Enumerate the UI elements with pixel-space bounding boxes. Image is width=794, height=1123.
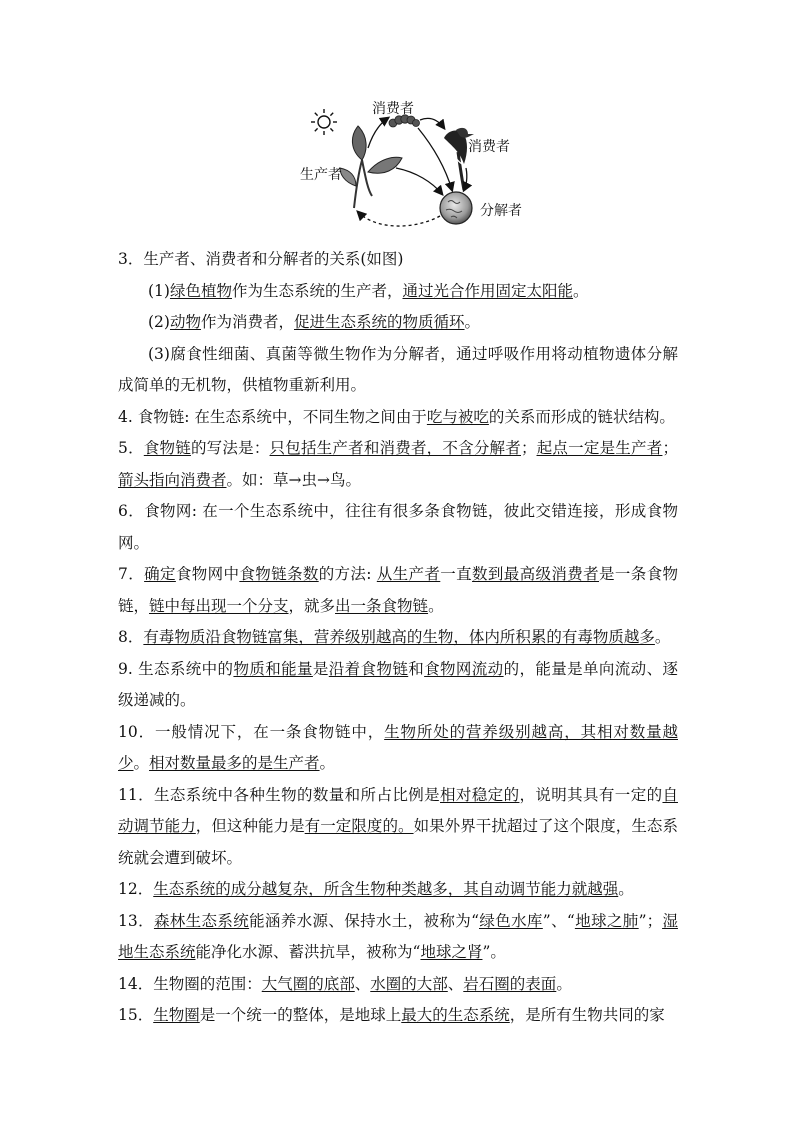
item-3-3: (3)腐食性细菌、真菌等微生物作为分解者，通过呼吸作用将动植物遗体分解成简单的无机物，供植物重新利用。 bbox=[118, 344, 678, 394]
item-11: 11．生态系统中各种生物的数量和所占比例是相对稳定的，说明其具有一定的自动调节能力，但这种能力是有一定限度的。如果外界干扰超过了这个限度，生态系统就会遭到破坏。 bbox=[118, 785, 678, 867]
item-3-1: (1)绿色植物作为生态系统的生产者，通过光合作用固定太阳能。 bbox=[148, 281, 589, 300]
label-decomposer: 分解者 bbox=[480, 203, 522, 219]
notes-body bbox=[118, 244, 678, 1032]
item-15: 15．生物圈是一个统一的整体，是地球上最大的生态系统，是所有生物共同的家 bbox=[118, 1006, 665, 1024]
item-7: 7．确定食物网中食物链条数的方法: 从生产者一直数到最高级消费者是一条食物链，链中每出现一个分支，就多出一条食物链。 bbox=[118, 565, 678, 615]
arrow-consumer-to-consumer bbox=[420, 118, 444, 128]
item-12: 12．生态系统的成分越复杂，所含生物种类越多，其自动调节能力就越强。 bbox=[118, 880, 634, 898]
plant-icon bbox=[340, 126, 402, 208]
item-3-title: 3．生产者、消费者和分解者的关系(如图) bbox=[118, 250, 404, 268]
label-consumer-1: 消费者 bbox=[372, 101, 414, 117]
arrow-producer-to-consumer bbox=[368, 118, 388, 148]
arrow-decomposer-to-producer bbox=[358, 212, 440, 226]
item-3-2: (2)动物作为消费者，促进生态系统的物质循环。 bbox=[148, 313, 481, 331]
ecosystem-diagram bbox=[296, 90, 536, 240]
item-4: 4. 食物链: 在生态系统中，不同生物之间由于吃与被吃的关系而形成的链状结构。 bbox=[118, 407, 675, 426]
sun-icon bbox=[311, 109, 337, 135]
decomposer-icon bbox=[440, 192, 472, 224]
item-14: 14．生物圈的范围：大气圈的底部、水圈的大部、岩石圈的表面。 bbox=[118, 974, 572, 993]
item-13: 13．森林生态系统能涵养水源、保持水土，被称为“绿色水库”、“地球之肺”；湿地生态系统能净化水源、蓄洪抗旱，被称为“地球之肾”。 bbox=[118, 911, 678, 961]
label-consumer-2: 消费者 bbox=[468, 139, 510, 155]
item-9: 9. 生态系统中的物质和能量是沿着食物链和食物网流动的，能量是单向流动、逐级递减的。 bbox=[118, 659, 678, 709]
item-8: 8．有毒物质沿食物链富集，营养级别越高的生物，体内所积累的有毒物质越多。 bbox=[118, 628, 671, 646]
item-5: 5．食物链的写法是：只包括生产者和消费者，不含分解者；起点一定是生产者；箭头指向消费者。如：草→虫→鸟。 bbox=[118, 439, 678, 489]
label-producer: 生产者 bbox=[300, 167, 342, 183]
arrow-producer-to-decomposer bbox=[396, 168, 442, 194]
item-10: 10．一般情况下，在一条食物链中，生物所处的营养级别越高，其相对数量越少。相对数量最多的是生产者。 bbox=[118, 722, 678, 772]
item-6: 6．食物网: 在一个生态系统中，往往有很多条食物链，彼此交错连接，形成食物网。 bbox=[118, 502, 678, 552]
